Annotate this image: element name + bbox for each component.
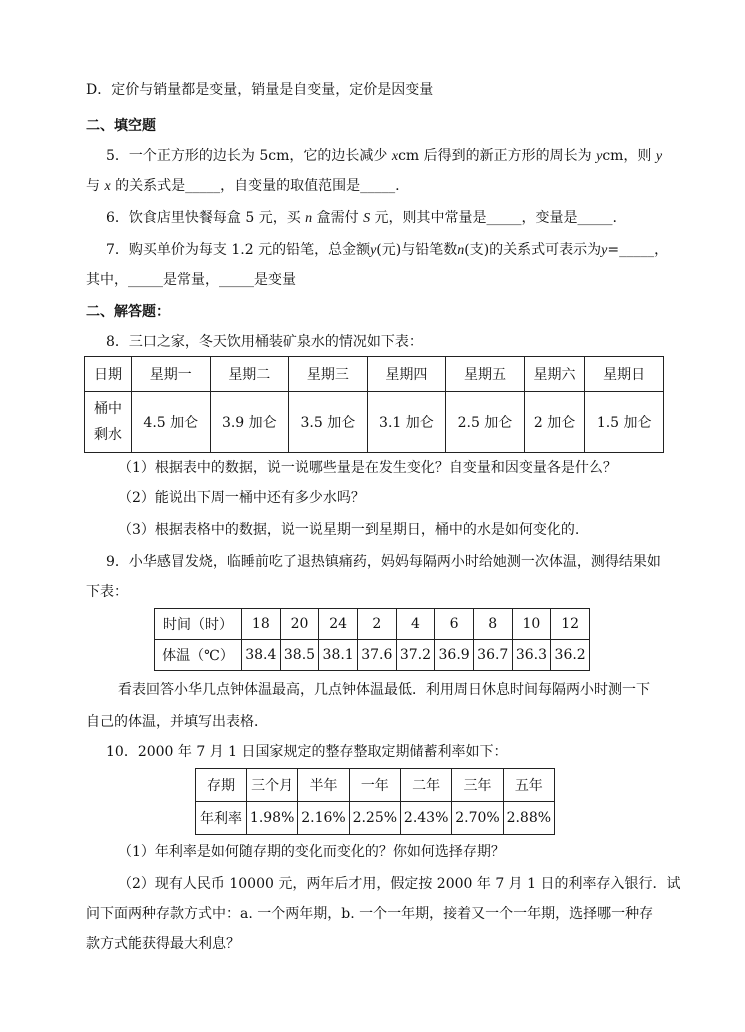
q5-var-x: x (391, 149, 399, 164)
question-10-sub-1: （1）年利率是如何随存期的变化而变化的？你如何选择存期？ (118, 844, 505, 860)
table-cell: 2.16% (298, 802, 349, 835)
table-cell: 2.25% (349, 802, 400, 835)
q6-text: 元，则其中常量是_____，变量是_____. (370, 210, 617, 226)
question-8-sub-2: （2）能说出下周一桶中还有多少水吗？ (118, 490, 365, 506)
question-10-sub-2-line-2: 问下面两种存款方式中：a. 一个两年期，b. 一个一年期，接着又一个一年期，选择哪一种存 (86, 906, 654, 922)
question-6 (106, 208, 617, 229)
table-cell: 36.2 (551, 640, 590, 671)
water-table (84, 356, 664, 453)
table-cell: 36.9 (435, 640, 474, 671)
table-row (85, 392, 664, 453)
table-header-cell: 星期六 (524, 357, 585, 392)
q7-text: (支)的关系式可表示为 (464, 242, 602, 258)
option-d: D．定价与销量都是变量，销量是自变量，定价是因变量 (86, 82, 434, 98)
question-10-intro: 10．2000 年 7 月 1 日国家规定的整存整取定期储蓄利率如下： (106, 744, 508, 760)
table-row (196, 802, 555, 835)
table-cell: 3.9 加仑 (210, 392, 289, 453)
table-header-cell: 星期二 (210, 357, 289, 392)
table-header-cell: 星期日 (585, 357, 664, 392)
row-label-cell: 存期 (196, 769, 247, 802)
q6-text: 盒需付 (312, 210, 364, 226)
table-cell: 36.3 (512, 640, 551, 671)
question-7-line-1 (106, 240, 668, 261)
table-cell: 10 (512, 609, 551, 640)
row-label: 剩水 (94, 427, 122, 443)
table-cell: 24 (319, 609, 358, 640)
table-cell: 五年 (503, 769, 554, 802)
table-cell: 38.1 (319, 640, 358, 671)
row-label: 桶中 (94, 401, 122, 417)
table-cell: 20 (280, 609, 319, 640)
table-cell: 2.88% (503, 802, 554, 835)
question-5-line-2 (86, 176, 400, 197)
table-cell: 2 (357, 609, 396, 640)
table-cell: 12 (551, 609, 590, 640)
question-9-line-1: 9．小华感冒发烧，临睡前吃了退热镇痛药，妈妈每隔两小时给她测一次体温，测得结果如 (106, 554, 661, 570)
table-header-cell: 日期 (85, 357, 132, 392)
q7-text: 7．购买单价为每支 1.2 元的铅笔，总金额 (106, 242, 371, 258)
row-label-cell (85, 392, 132, 453)
table-cell: 37.6 (357, 640, 396, 671)
table-cell: 三年 (452, 769, 503, 802)
q5-text: 的关系式是_____，自变量的取值范围是_____. (110, 178, 400, 194)
q5-text: 5．一个正方形的边长为 5cm，它的边长减少 (106, 148, 392, 164)
table-cell: 8 (473, 609, 512, 640)
table-cell: 1.98% (247, 802, 298, 835)
q5-text: 与 (86, 178, 105, 194)
table-cell: 三个月 (247, 769, 298, 802)
q5-text: cm 后得到的新正方形的周长为 (398, 148, 597, 164)
table-row (155, 609, 590, 640)
q5-var-x: x (104, 179, 111, 194)
section-title-fill-in: 二、填空题 (86, 118, 156, 134)
temperature-table (154, 608, 590, 671)
table-cell: 2.43% (400, 802, 451, 835)
q7-var-n: n (457, 243, 465, 258)
table-cell: 38.4 (242, 640, 281, 671)
table-cell: 4.5 加仑 (132, 392, 211, 453)
q5-text: cm，则 (602, 148, 656, 164)
table-row (85, 357, 664, 392)
q5-var-y: y (596, 149, 603, 164)
table-cell: 36.7 (473, 640, 512, 671)
question-10-sub-2-line-3: 款方式能获得最大利息？ (86, 936, 240, 952)
row-label-cell: 时间（时） (155, 609, 242, 640)
table-cell: 半年 (298, 769, 349, 802)
table-header-cell: 星期四 (367, 357, 446, 392)
question-5-line-1 (106, 146, 662, 167)
q7-text: =_____， (607, 242, 669, 258)
table-header-cell: 星期一 (132, 357, 211, 392)
table-header-cell: 星期五 (446, 357, 525, 392)
question-9-after-line-2: 自己的体温，并填写出表格． (86, 714, 268, 730)
interest-rate-table (195, 768, 555, 835)
table-cell: 2.70% (452, 802, 503, 835)
question-10-sub-2-line-1: （2）现有人民币 10000 元，两年后才用，假定按 2000 年 7 月 1 日的利率存入银行．试 (118, 876, 681, 892)
table-row (155, 640, 590, 671)
table-row (196, 769, 555, 802)
table-cell: 2 加仑 (524, 392, 585, 453)
question-9-line-2: 下表： (86, 584, 128, 600)
question-8-sub-1: （1）根据表中的数据，说一说哪些量是在发生变化？自变量和因变量各是什么？ (118, 460, 617, 476)
table-cell: 18 (242, 609, 281, 640)
table-cell: 4 (396, 609, 435, 640)
table-cell: 2.5 加仑 (446, 392, 525, 453)
question-9-after-line-1: 看表回答小华几点钟体温最高，几点钟体温最低．利用周日休息时间每隔两小时测一下 (118, 682, 650, 698)
table-header-cell: 星期三 (289, 357, 368, 392)
section-title-answer: 二、解答题： (86, 304, 170, 320)
q6-var-n: n (305, 211, 313, 226)
q7-var-y: y (601, 243, 608, 258)
table-cell: 6 (435, 609, 474, 640)
question-8-intro: 8．三口之家，冬天饮用桶装矿泉水的情况如下表： (106, 334, 423, 350)
table-cell: 一年 (349, 769, 400, 802)
question-8-sub-3: （3）根据表格中的数据，说一说星期一到星期日，桶中的水是如何变化的. (118, 522, 580, 538)
question-7-line-2: 其中，_____是常量，_____是变量 (86, 272, 296, 288)
row-label-cell: 年利率 (196, 802, 247, 835)
q7-text: (元)与铅笔数 (376, 242, 458, 258)
q7-var-y: y (370, 243, 377, 258)
table-cell: 1.5 加仑 (585, 392, 664, 453)
table-cell: 3.5 加仑 (289, 392, 368, 453)
q6-var-s: S (363, 211, 371, 226)
q5-var-y: y (655, 149, 663, 164)
row-label-cell: 体温（℃） (155, 640, 242, 671)
q6-text: 6．饮食店里快餐每盒 5 元，买 (106, 210, 306, 226)
table-cell: 二年 (400, 769, 451, 802)
table-cell: 37.2 (396, 640, 435, 671)
table-cell: 3.1 加仑 (367, 392, 446, 453)
table-cell: 38.5 (280, 640, 319, 671)
